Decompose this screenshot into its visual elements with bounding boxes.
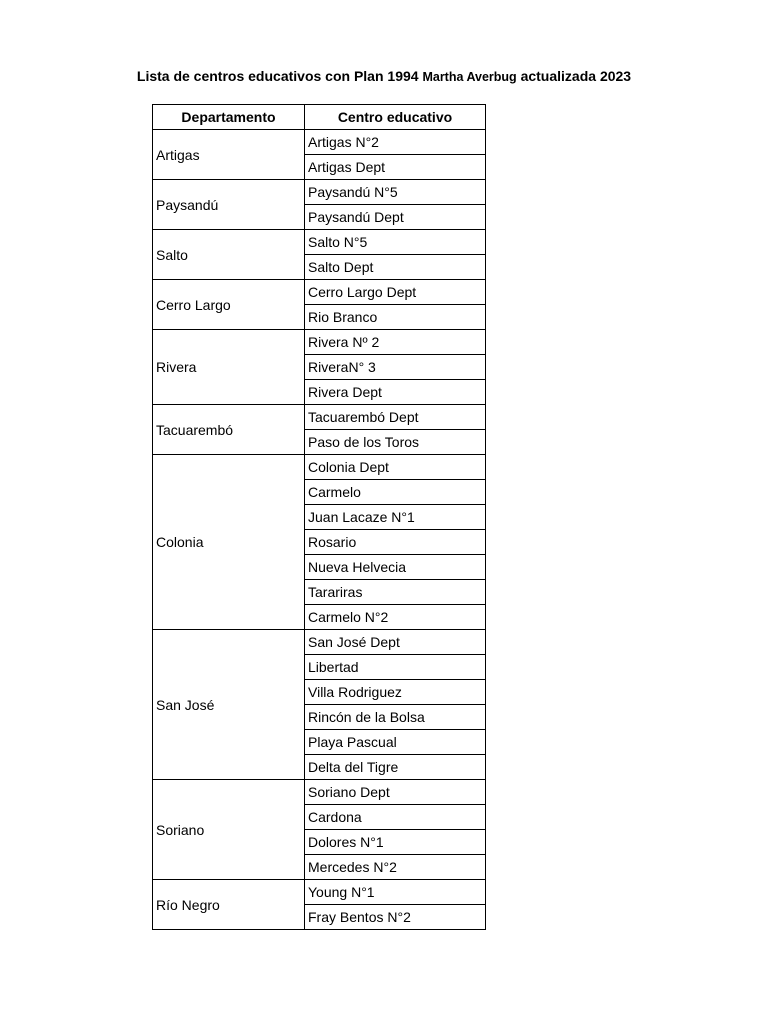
table-row: [153, 180, 486, 205]
centro-educativo-cell: RiveraN° 3: [305, 355, 486, 380]
table-row: [153, 330, 486, 355]
table-row: [153, 280, 486, 305]
departamento-cell: Río Negro: [153, 880, 305, 930]
title-part-3: actualizada 2023: [516, 68, 632, 84]
table-row: [153, 405, 486, 430]
centro-educativo-cell: Fray Bentos N°2: [305, 905, 486, 930]
centro-educativo-cell: Nueva Helvecia: [305, 555, 486, 580]
centro-educativo-cell: Carmelo N°2: [305, 605, 486, 630]
centro-educativo-cell: Rincón de la Bolsa: [305, 705, 486, 730]
centro-educativo-cell: Artigas Dept: [305, 155, 486, 180]
table-row: [153, 780, 486, 805]
centro-educativo-cell: Salto N°5: [305, 230, 486, 255]
centro-educativo-cell: Playa Pascual: [305, 730, 486, 755]
departamento-cell: San José: [153, 630, 305, 780]
centro-educativo-cell: Salto Dept: [305, 255, 486, 280]
table-row: [153, 455, 486, 480]
centro-educativo-cell: Colonia Dept: [305, 455, 486, 480]
table-row: [153, 880, 486, 905]
centro-educativo-cell: Cerro Largo Dept: [305, 280, 486, 305]
centro-educativo-cell: Rivera Nº 2: [305, 330, 486, 355]
centro-educativo-cell: Rosario: [305, 530, 486, 555]
departamento-cell: Soriano: [153, 780, 305, 880]
centro-educativo-cell: Mercedes N°2: [305, 855, 486, 880]
centro-educativo-cell: Villa Rodriguez: [305, 680, 486, 705]
centro-educativo-cell: Young N°1: [305, 880, 486, 905]
centro-educativo-cell: Libertad: [305, 655, 486, 680]
centro-educativo-cell: Dolores N°1: [305, 830, 486, 855]
header-departamento: Departamento: [153, 105, 305, 130]
centro-educativo-cell: Paso de los Toros: [305, 430, 486, 455]
table-header-row: [153, 105, 486, 130]
table-row: [153, 630, 486, 655]
centro-educativo-cell: Rivera Dept: [305, 380, 486, 405]
departamento-cell: Colonia: [153, 455, 305, 630]
centros-table: [152, 104, 486, 930]
departamento-cell: Salto: [153, 230, 305, 280]
departamento-cell: Tacuarembó: [153, 405, 305, 455]
centro-educativo-cell: Juan Lacaze N°1: [305, 505, 486, 530]
table-container: [152, 104, 486, 930]
table-row: [153, 130, 486, 155]
centro-educativo-cell: San José Dept: [305, 630, 486, 655]
centro-educativo-cell: Paysandú N°5: [305, 180, 486, 205]
table-row: [153, 230, 486, 255]
departamento-cell: Paysandú: [153, 180, 305, 230]
centro-educativo-cell: Rio Branco: [305, 305, 486, 330]
centro-educativo-cell: Carmelo: [305, 480, 486, 505]
header-centro-educativo: Centro educativo: [305, 105, 486, 130]
centro-educativo-cell: Paysandú Dept: [305, 205, 486, 230]
centro-educativo-cell: Tarariras: [305, 580, 486, 605]
centro-educativo-cell: Delta del Tigre: [305, 755, 486, 780]
centro-educativo-cell: Artigas N°2: [305, 130, 486, 155]
title-part-1: Lista de centros educativos con Plan 1994: [136, 68, 423, 84]
table-body: [153, 130, 486, 930]
centro-educativo-cell: Tacuarembó Dept: [305, 405, 486, 430]
document-title: [0, 68, 768, 84]
departamento-cell: Rivera: [153, 330, 305, 405]
departamento-cell: Cerro Largo: [153, 280, 305, 330]
departamento-cell: Artigas: [153, 130, 305, 180]
title-part-2: Martha Averbug: [422, 70, 517, 84]
centro-educativo-cell: Cardona: [305, 805, 486, 830]
centro-educativo-cell: Soriano Dept: [305, 780, 486, 805]
